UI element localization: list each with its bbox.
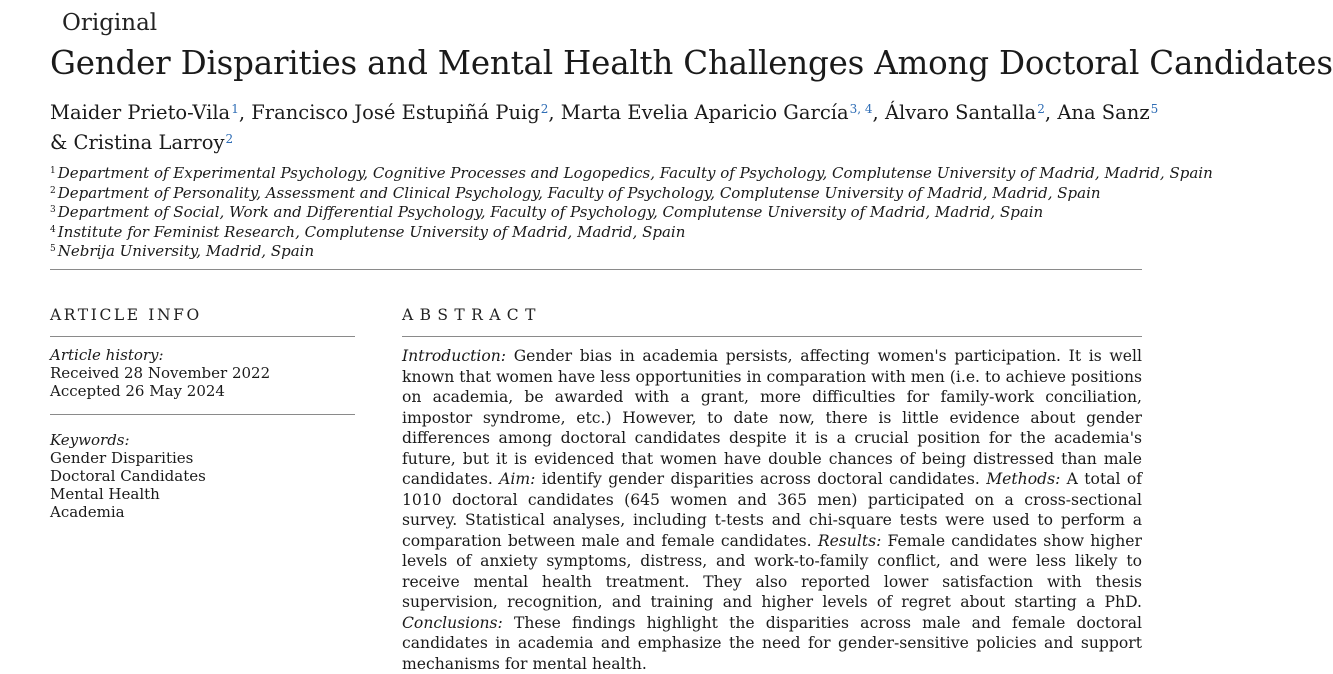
header-divider	[50, 269, 1142, 270]
affiliation-ref[interactable]: 1	[231, 102, 239, 116]
keywords-divider	[50, 414, 355, 415]
author-separator: ,	[548, 101, 561, 124]
affiliation-number: 2	[50, 185, 56, 196]
affiliation-number: 5	[50, 244, 56, 255]
keyword: Academia	[50, 503, 125, 521]
methods-text: A total of 1010 doctoral candidates (645 women and 365 men) participated on a cross-sectional survey. Statistical analyses, including t-tests and chi-square tests were used to perform a comparation between male and female candidates.	[402, 470, 1142, 550]
author-name: Francisco José Estupiñá Puig	[251, 101, 540, 124]
keywords-block	[50, 431, 206, 521]
article-title: Gender Disparities and Mental Health Challenges Among Doctoral Candidates	[50, 44, 1333, 82]
affiliation-number: 3	[50, 205, 56, 216]
introduction-label: Introduction:	[402, 347, 507, 365]
conclusions-label: Conclusions:	[402, 613, 503, 632]
abstract-heading: ABSTRACT	[402, 306, 542, 324]
author-list	[50, 96, 1170, 156]
author-name: Marta Evelia Aparicio García	[560, 101, 849, 124]
author	[561, 101, 873, 124]
received-date: Received 28 November 2022	[50, 364, 271, 382]
results-label: Results:	[817, 531, 882, 550]
keywords-label: Keywords:	[50, 431, 130, 449]
affiliation-text: Nebrija University, Madrid, Spain	[57, 242, 315, 261]
article-category: Original	[62, 10, 158, 36]
affiliation-ref[interactable]: 3, 4	[849, 102, 873, 116]
author-separator: ,	[238, 101, 252, 124]
keyword: Mental Health	[50, 485, 160, 503]
author	[251, 101, 548, 124]
introduction-text: Gender bias in academia persists, affecting women's participation. It is well known that women have less opportunities in comparation with men (i.e. to achieve positions on academia, be awarded with a grant, more difficulties for family-work conciliation, impostor syndrome, etc.) However, to date now, there is little evidence about gender differences among doctoral candidates despite it is a crucial position for the academia's future, but it is evidenced that women have double chances of being distressed than male candidates.	[402, 347, 1142, 488]
affiliation	[50, 222, 1213, 242]
affiliation-ref[interactable]: 2	[225, 132, 234, 146]
affiliation-number: 1	[50, 166, 56, 176]
aim-text: identify gender disparities across doctoral candidates.	[535, 470, 987, 488]
author	[1057, 101, 1158, 124]
aim-label: Aim:	[499, 470, 536, 488]
abstract-body	[402, 346, 1142, 674]
author-name: Ana Sanz	[1057, 101, 1150, 124]
keyword: Gender Disparities	[50, 449, 194, 467]
results-text: Female candidates show higher levels of anxiety symptoms, distress, and work-to-family conflict, and were less likely to receive mental health treatment. They also reported lower satisfaction with thesis supervision, recognition, and training and higher levels of regret about starting a PhD.	[402, 531, 1142, 611]
affiliation	[50, 163, 1213, 183]
affiliation	[50, 183, 1213, 203]
affiliation-text: Institute for Feminist Research, Complutense University of Madrid, Madrid, Spain	[57, 222, 686, 241]
author-separator: ,	[1044, 101, 1058, 124]
author-name: Maider Prieto-Vila	[50, 101, 231, 124]
author-name: & Cristina Larroy	[50, 131, 225, 154]
affiliation-text: Department of Experimental Psychology, Cognitive Processes and Logopedics, Faculty of Psychology, Complutense University of Madrid, Madrid, Spain	[57, 164, 1213, 182]
author	[50, 101, 239, 124]
affiliation-text: Department of Social, Work and Differential Psychology, Faculty of Psychology, Complutense University of Madrid, Madrid, Spain	[57, 203, 1044, 222]
author	[885, 101, 1045, 124]
author-separator: ,	[872, 101, 885, 124]
article-info-heading: ARTICLE INFO	[50, 306, 202, 324]
affiliation-ref[interactable]: 2	[1037, 102, 1045, 116]
affiliation-number: 4	[50, 224, 56, 235]
abstract-paragraph	[402, 346, 1142, 674]
author	[50, 131, 233, 154]
affiliation	[50, 241, 1213, 261]
article-history	[50, 346, 270, 400]
affiliation	[50, 202, 1213, 222]
affiliation-list	[50, 163, 1213, 261]
affiliation-ref[interactable]: 2	[540, 102, 549, 116]
article-info-divider	[50, 336, 355, 337]
affiliation-ref[interactable]: 5	[1150, 102, 1159, 116]
conclusions-text: These findings highlight the disparities across male and female doctoral candidates in academia and emphasize the need for gender-sensitive policies and support mechanisms for mental health.	[402, 613, 1142, 673]
accepted-date: Accepted 26 May 2024	[50, 382, 225, 400]
abstract-divider	[402, 336, 1142, 337]
author-name: Álvaro Santalla	[884, 101, 1037, 124]
history-label: Article history:	[50, 346, 164, 364]
affiliation-text: Department of Personality, Assessment and Clinical Psychology, Faculty of Psychology, Complutense University of Madrid, Madrid, Spain	[57, 183, 1101, 202]
keyword: Doctoral Candidates	[50, 467, 206, 485]
methods-label: Methods:	[986, 470, 1061, 488]
